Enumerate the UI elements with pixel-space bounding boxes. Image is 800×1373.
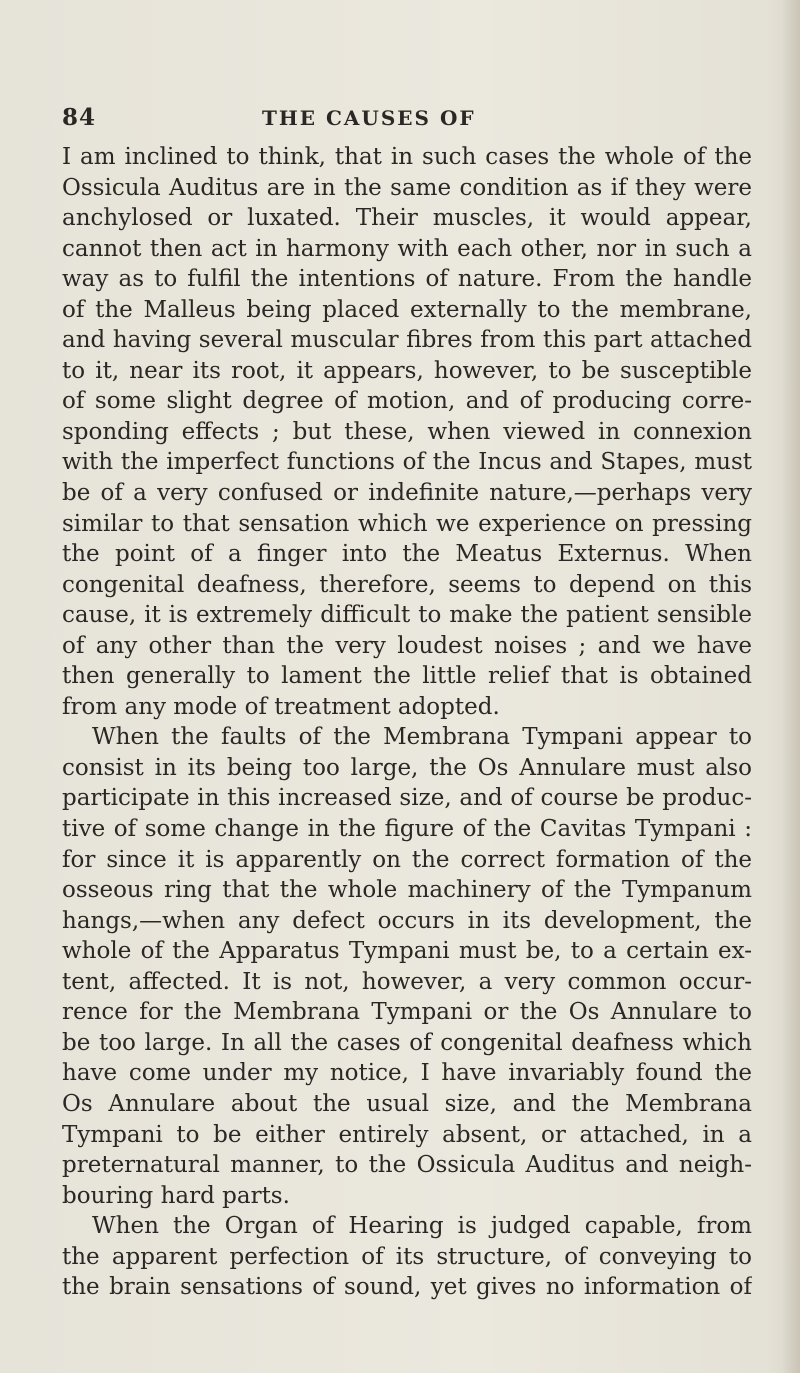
text-line: I am inclined to think, that in such cases the whole of the [62,144,752,170]
text-line: for since it is apparently on the correct formation of the [62,846,752,873]
text-line: the apparent perfection of its structure, of conveying to [62,1243,752,1270]
text-line: tent, affected. It is not, however, a very common occur- [62,968,752,995]
text-line: similar to that sensation which we experience on pressing [62,510,752,537]
text-line: preternatural manner, to the Ossicula Auditus and neigh- [62,1152,752,1179]
text-line: rence for the Membrana Tympani or the Os Annulare to [62,999,752,1026]
text-line: of some slight degree of motion, and of producing corre- [62,388,752,415]
text-line: the brain sensations of sound, yet gives no information of [62,1274,752,1301]
paragraph-start-line: When the faults of the Membrana Tympani appear to [92,724,752,751]
text-line: tive of some change in the figure of the Cavitas Tympani : [62,816,752,843]
text-line: and having several muscular fibres from this part attached [62,327,752,354]
paragraph-start-line: When the Organ of Hearing is judged capable, from [92,1213,752,1240]
text-line: cause, it is extremely difficult to make the patient sensible [62,602,752,629]
text-line: anchylosed or luxated. Their muscles, it would appear, [62,205,752,232]
page-edge-shadow [782,0,800,1373]
page-number: 84 [62,104,97,131]
text-line: congenital deafness, therefore, seems to depend on this [62,571,752,598]
text-line: sponding effects ; but these, when viewed in connexion [62,418,752,445]
text-line: Os Annulare about the usual size, and the Membrana [62,1090,752,1117]
text-line: be of a very confused or indefinite nature,—perhaps very [62,480,752,507]
text-line: of any other than the very loudest noises ; and we have [62,632,752,659]
text-line: cannot then act in harmony with each other, nor in such a [62,235,752,262]
body-text [62,142,752,1303]
text-line: osseous ring that the whole machinery of the Tympanum [62,877,752,904]
text-line: have come under my notice, I have invariably found the [62,1060,752,1087]
text-line: Tympani to be either entirely absent, or attached, in a [62,1121,752,1148]
text-line: participate in this increased size, and of course be produc- [62,785,752,812]
running-head: THE CAUSES OF [262,106,476,130]
text-line: of the Malleus being placed externally to the membrane, [62,296,752,323]
text-line: whole of the Apparatus Tympani must be, to a certain ex- [62,938,752,965]
paragraph-end-line: bouring hard parts. [62,1182,290,1209]
text-line: Ossicula Auditus are in the same condition as if they were [62,174,752,201]
paragraph-end-line: from any mode of treatment adopted. [62,693,500,720]
text-line: the point of a finger into the Meatus Externus. When [62,541,752,568]
text-line: consist in its being too large, the Os Annulare must also [62,754,752,781]
text-line: hangs,—when any defect occurs in its development, the [62,907,752,934]
text-line: then generally to lament the little relief that is obtained [62,663,752,690]
page-header [62,104,752,140]
text-line: way as to fulfil the intentions of nature. From the handle [62,266,752,293]
text-line: be too large. In all the cases of congenital deafness which [62,1029,752,1056]
text-line: to it, near its root, it appears, however, to be susceptible [62,357,752,384]
text-line: with the imperfect functions of the Incus and Stapes, must [62,449,752,476]
